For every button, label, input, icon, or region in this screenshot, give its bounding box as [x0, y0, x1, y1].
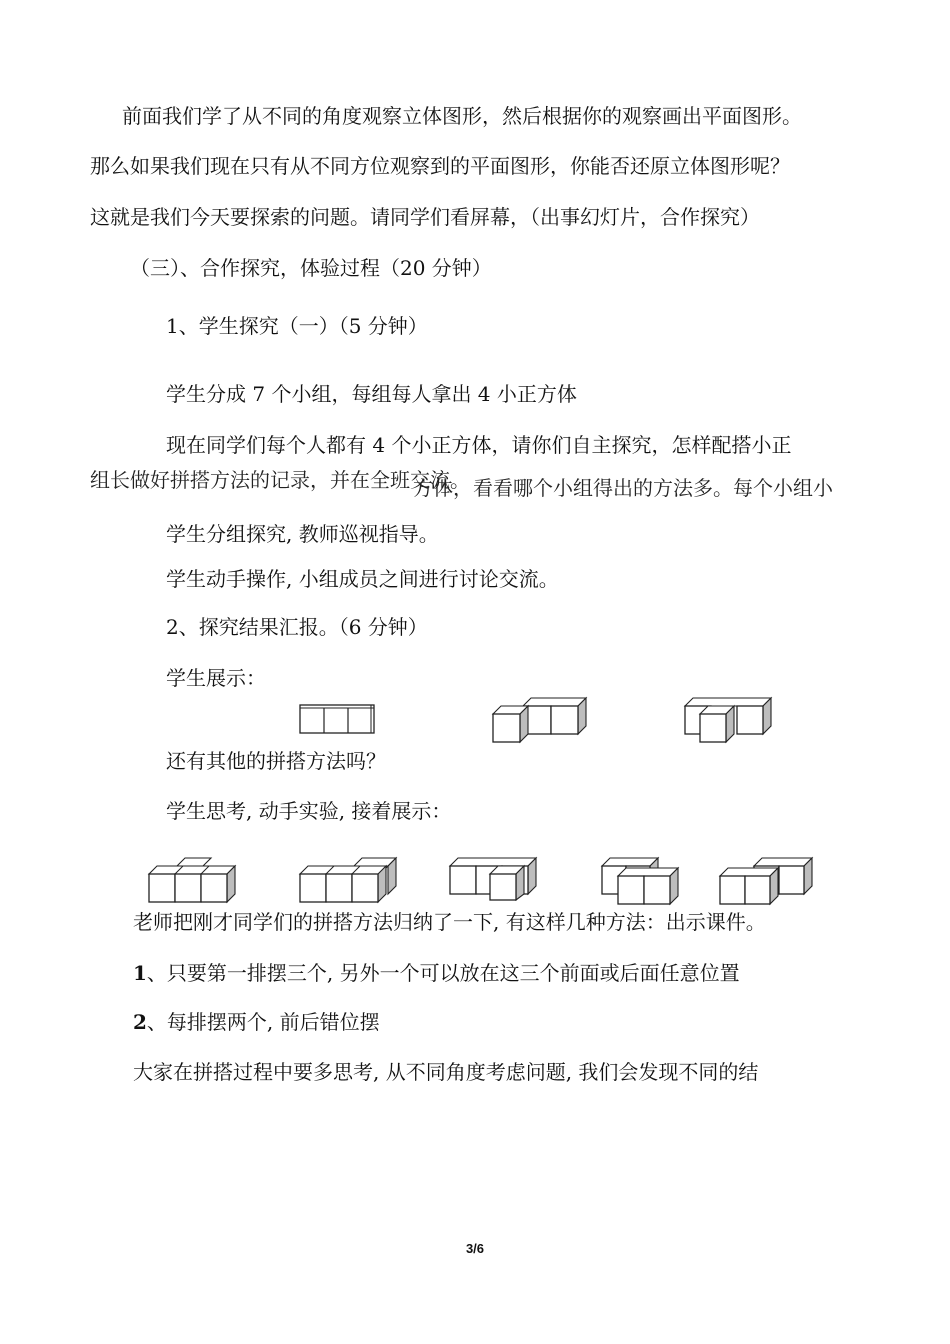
cube-figure-row-back-right — [296, 854, 402, 906]
other-methods-question: 还有其他的拼搭方法吗？ — [166, 749, 386, 773]
step-1-heading: 1、学生探究（一）（5 分钟） — [166, 314, 428, 338]
step-2-heading: 2、探究结果汇报。（6 分钟） — [166, 615, 428, 639]
summary-text: 老师把刚才同学们的拼搭方法归纳了一下, 有这样几种方法：出示课件。 — [133, 910, 766, 934]
cube-figure-zigzag-a — [598, 854, 684, 910]
task-text-b-overlay: 组长做好拼搭方法的记录，并在全班交流。 — [90, 468, 470, 492]
show-text: 学生展示： — [166, 666, 266, 690]
para-intro-3: 这就是我们今天要探索的问题。请同学们看屏幕，（出事幻灯片，合作探究） — [90, 205, 760, 229]
para-intro-1: 前面我们学了从不同的角度观察立体图形，然后根据你的观察画出平面图形。 — [122, 104, 802, 128]
task-text-a: 现在同学们每个人都有 4 个小正方体，请你们自主探究，怎样配搭小正 — [166, 433, 792, 457]
method-2-number: 2 — [133, 1010, 147, 1034]
para-intro-2: 那么如果我们现在只有从不同方位观察到的平面图形，你能否还原立体图形呢？ — [90, 154, 790, 178]
cube-figure-front-right — [446, 854, 540, 904]
cube-figure-t-shape — [680, 692, 776, 746]
method-1-text: 、只要第一排摆三个, 另外一个可以放在这三个前面或后面任意位置 — [146, 961, 740, 985]
method-1 — [133, 961, 740, 985]
method-1-number: 1 — [133, 961, 147, 985]
method-2 — [133, 1010, 380, 1034]
cube-figure-zigzag-b — [716, 854, 816, 910]
task-text-b: 方体，看看哪个小组得出的方法多。每个小组小 — [413, 476, 833, 500]
operate-text: 学生动手操作, 小组成员之间进行讨论交流。 — [166, 567, 559, 591]
groups-text: 学生分成 7 个小组，每组每人拿出 4 小正方体 — [166, 382, 577, 406]
closing-text: 大家在拼搭过程中要多思考, 从不同角度考虑问题, 我们会发现不同的结 — [133, 1060, 759, 1084]
cube-figure-l-shape — [488, 692, 590, 748]
method-2-text: 、每排摆两个, 前后错位摆 — [146, 1010, 380, 1034]
page-number: 3/6 — [465, 1241, 485, 1256]
cube-figure-row-back-middle — [145, 854, 239, 906]
think-text: 学生思考, 动手实验, 接着展示： — [166, 799, 452, 823]
cube-figure-flat-row — [296, 702, 382, 736]
section-heading-3: （三）、合作探究，体验过程（20 分钟） — [130, 256, 492, 280]
explore-text: 学生分组探究, 教师巡视指导。 — [166, 522, 439, 546]
